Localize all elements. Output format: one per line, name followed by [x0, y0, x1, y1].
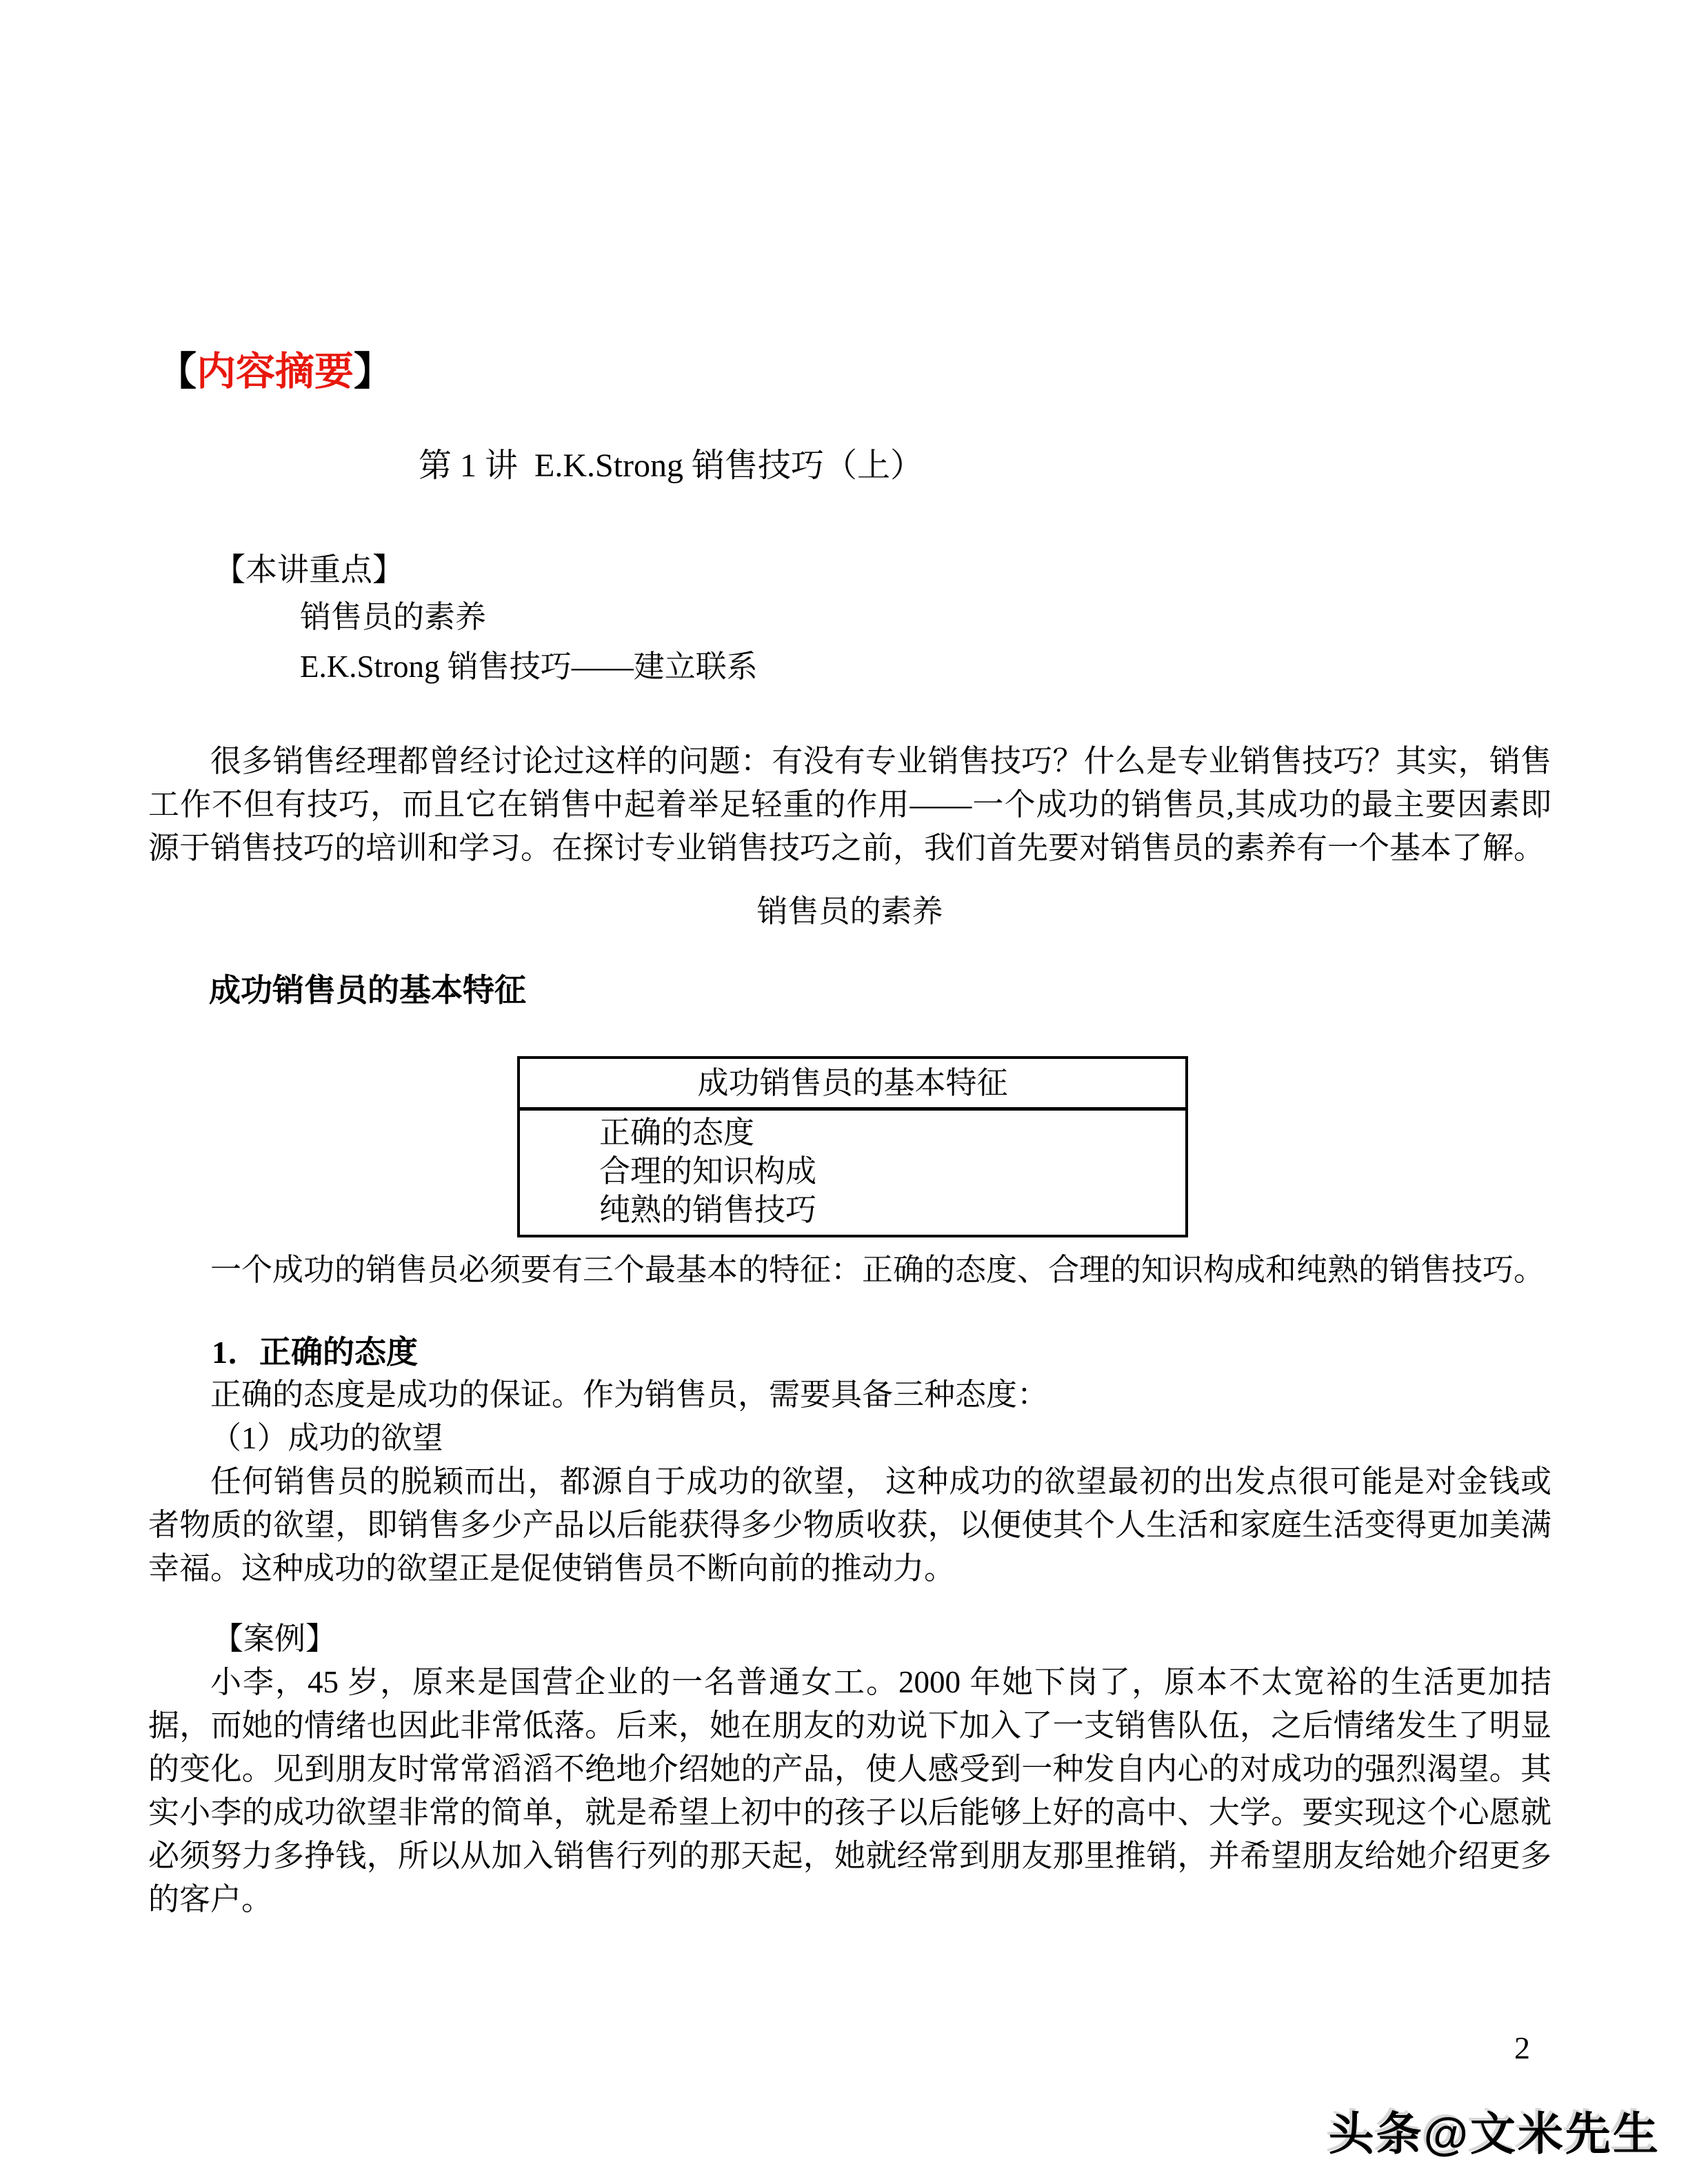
summary-heading: [157, 348, 1551, 396]
document-content: [148, 0, 1551, 1921]
section-heading: 销售员的素养: [756, 894, 943, 929]
attitude-heading: 1．正确的态度: [212, 1335, 418, 1370]
table-row: 合理的知识构成: [599, 1154, 817, 1189]
lecture-title: 第 1 讲 E.K.Strong 销售技巧（上）: [419, 447, 924, 484]
attitude-subheading: （1）成功的欲望: [210, 1421, 443, 1455]
attitude-paragraph: 任何销售员的脱颖而出，都源自于成功的欲望， 这种成功的欲望最初的出发点很可能是对金钱或者物质的欲望，即销售多少产品以后能获得多少物质收获，以便使其个人生活和家庭生活变得更加美满幸福。这种成功的欲望正是促使销售员不断向前的推动力。: [148, 1464, 1551, 1586]
summary-heading-close-bracket: 】: [354, 350, 393, 394]
features-table-header: 成功销售员的基本特征: [520, 1059, 1185, 1111]
table-row: 纯熟的销售技巧: [599, 1193, 817, 1227]
case-heading: 【案例】: [212, 1621, 337, 1656]
keypoints-heading: 【本讲重点】: [214, 552, 404, 587]
keypoint-item: E.K.Strong 销售技巧——建立联系: [300, 649, 758, 684]
features-table: [517, 1056, 1188, 1237]
attitude-lead: 正确的态度是成功的保证。作为销售员，需要具备三种态度：: [210, 1377, 1049, 1412]
subsection-heading: 成功销售员的基本特征: [209, 973, 526, 1008]
summary-heading-open-bracket: 【: [157, 350, 197, 394]
summary-heading-text: 内容摘要: [197, 350, 354, 394]
table-note-paragraph: 一个成功的销售员必须要有三个最基本的特征：正确的态度、合理的知识构成和纯熟的销售技巧。: [210, 1253, 1545, 1287]
keypoint-item: 销售员的素养: [300, 600, 487, 634]
case-paragraph: 小李，45 岁，原来是国营企业的一名普通女工。2000 年她下岗了，原本不太宽裕的生活更加拮据，而她的情绪也因此非常低落。后来，她在朋友的劝说下加入了一支销售队伍，之后情绪发生了明显的变化。见到朋友时常常滔滔不绝地介绍她的产品，使人感受到一种发自内心的对成功的强烈渴望。其实小李的成功欲望非常的简单，就是希望上初中的孩子以后能够上好的高中、大学。要实现这个心愿就必须努力多挣钱，所以从加入销售行列的那天起，她就经常到朋友那里推销，并希望朋友给她介绍更多的客户。: [148, 1665, 1551, 1917]
page-number: 2: [1514, 2030, 1530, 2065]
features-table-body: [520, 1111, 1185, 1235]
table-row: 正确的态度: [599, 1115, 755, 1150]
watermark: 头条@文米先生: [1328, 2108, 1660, 2159]
intro-paragraph: 很多销售经理都曾经讨论过这样的问题：有没有专业销售技巧？什么是专业销售技巧？其实，销售工作不但有技巧，而且它在销售中起着举足轻重的作用——一个成功的销售员,其成功的最主要因素即源于销售技巧的培训和学习。在探讨专业销售技巧之前，我们首先要对销售员的素养有一个基本了解。: [148, 744, 1551, 865]
